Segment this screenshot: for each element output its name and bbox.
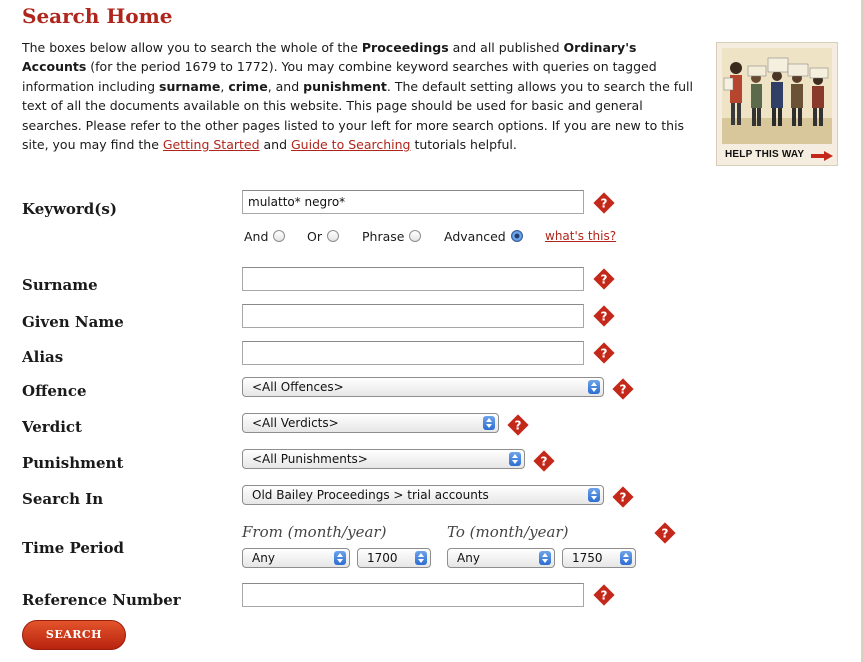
svg-text:?: ? <box>600 588 608 603</box>
svg-text:?: ? <box>600 196 608 211</box>
to-month-year-label: To (month/year) <box>447 523 569 541</box>
punishment-label: Punishment <box>22 454 124 472</box>
intro-bold-punishment: punishment <box>303 78 387 94</box>
from-month-select[interactable] <box>242 548 350 568</box>
radio-or[interactable] <box>327 230 339 242</box>
intro-text: and all published <box>448 40 564 55</box>
search-in-help-icon[interactable] <box>612 486 634 508</box>
reference-number-label: Reference Number <box>22 591 181 609</box>
intro-bold-ordinarys-accounts: Ordinary's Accounts <box>22 40 637 75</box>
offence-selected-value: <All Offences> <box>252 380 344 394</box>
svg-text:?: ? <box>540 454 548 469</box>
intro-text: and <box>259 137 291 153</box>
radio-phrase[interactable] <box>409 230 421 242</box>
keyword-help-icon[interactable] <box>593 192 615 214</box>
given-name-label: Given Name <box>22 313 124 331</box>
time-period-label: Time Period <box>22 539 125 557</box>
search-in-select[interactable] <box>242 485 604 505</box>
intro-bold-crime: crime <box>228 78 268 94</box>
select-arrows-icon <box>509 452 521 466</box>
given-name-help-icon[interactable] <box>593 305 615 327</box>
getting-started-link[interactable]: Getting Started <box>162 137 260 153</box>
select-arrows-icon <box>588 380 600 394</box>
verdict-label: Verdict <box>22 418 82 436</box>
select-arrows-icon <box>620 551 632 565</box>
offence-label: Offence <box>22 382 87 400</box>
svg-text:?: ? <box>600 309 608 324</box>
intro-text: (for the period 1679 to 1772). You may combine keyword searches with queries on tagged information including <box>22 59 657 94</box>
to-month-select[interactable] <box>447 548 555 568</box>
verdict-selected-value: <All Verdicts> <box>252 416 339 430</box>
radio-advanced[interactable] <box>511 230 523 242</box>
whats-this-link[interactable]: what's this? <box>545 229 617 243</box>
intro-text: . The default setting allows you to search the full text of all the documents available on this website. This page should be used for basic and general searches. Please refer to the other pages listed to your left for more search options. If you are new to this site, you may find the <box>22 78 694 153</box>
verdict-help-icon[interactable] <box>507 414 529 436</box>
select-arrows-icon <box>539 551 551 565</box>
time-period-help-icon[interactable] <box>654 522 676 544</box>
svg-text:?: ? <box>619 382 627 397</box>
guide-to-searching-link[interactable]: Guide to Searching <box>291 137 411 153</box>
intro-text: tutorials helpful. <box>410 137 517 153</box>
intro-bold-surname: surname <box>159 78 221 94</box>
punishment-select[interactable] <box>242 449 525 469</box>
offence-help-icon[interactable] <box>612 378 634 400</box>
surname-label: Surname <box>22 276 98 294</box>
intro-text: , and <box>267 78 304 94</box>
search-in-label: Search In <box>22 490 104 508</box>
to-year-value: 1750 <box>572 551 603 565</box>
select-arrows-icon <box>415 551 427 565</box>
intro-paragraph <box>22 38 694 154</box>
select-arrows-icon <box>483 416 495 430</box>
given-name-input[interactable] <box>242 304 584 328</box>
to-month-value: Any <box>457 551 480 565</box>
svg-text:?: ? <box>600 272 608 287</box>
arrow-right-icon <box>811 151 833 161</box>
from-year-select[interactable] <box>357 548 431 568</box>
keyword-input[interactable] <box>242 190 584 214</box>
help-this-way-banner[interactable] <box>716 42 838 166</box>
surname-help-icon[interactable] <box>593 268 615 290</box>
to-year-select[interactable] <box>562 548 636 568</box>
help-illustration-image <box>722 48 832 144</box>
from-year-value: 1700 <box>367 551 398 565</box>
svg-text:?: ? <box>600 346 608 361</box>
select-arrows-icon <box>334 551 346 565</box>
svg-text:?: ? <box>661 526 669 541</box>
surname-input[interactable] <box>242 267 584 291</box>
select-arrows-icon <box>588 488 600 502</box>
alias-help-icon[interactable] <box>593 342 615 364</box>
from-month-value: Any <box>252 551 275 565</box>
punishment-selected-value: <All Punishments> <box>252 452 368 466</box>
option-phrase-label: Phrase <box>362 229 405 244</box>
keyword-label: Keyword(s) <box>22 200 117 218</box>
intro-bold-proceedings: Proceedings <box>361 40 449 55</box>
option-advanced[interactable] <box>444 229 523 244</box>
punishment-help-icon[interactable] <box>533 450 555 472</box>
svg-text:?: ? <box>619 490 627 505</box>
option-phrase[interactable] <box>362 229 421 244</box>
reference-number-help-icon[interactable] <box>593 584 615 606</box>
intro-text: , <box>220 78 229 94</box>
option-or-label: Or <box>307 229 322 244</box>
svg-text:?: ? <box>514 418 522 433</box>
search-button[interactable]: SEARCH <box>22 620 126 650</box>
intro-text: The boxes below allow you to search the whole of the <box>22 40 362 55</box>
reference-number-input[interactable] <box>242 583 584 607</box>
search-in-selected-value: Old Bailey Proceedings > trial accounts <box>252 488 489 502</box>
page-title: Search Home <box>22 4 173 28</box>
offence-select[interactable] <box>242 377 604 397</box>
option-and[interactable] <box>244 229 285 244</box>
radio-and[interactable] <box>273 230 285 242</box>
option-or[interactable] <box>307 229 339 244</box>
verdict-select[interactable] <box>242 413 499 433</box>
help-this-way-label: HELP THIS WAY <box>725 149 805 160</box>
option-advanced-label: Advanced <box>444 229 506 244</box>
from-month-year-label: From (month/year) <box>242 523 387 541</box>
alias-input[interactable] <box>242 341 584 365</box>
alias-label: Alias <box>22 348 64 366</box>
option-and-label: And <box>244 229 269 244</box>
